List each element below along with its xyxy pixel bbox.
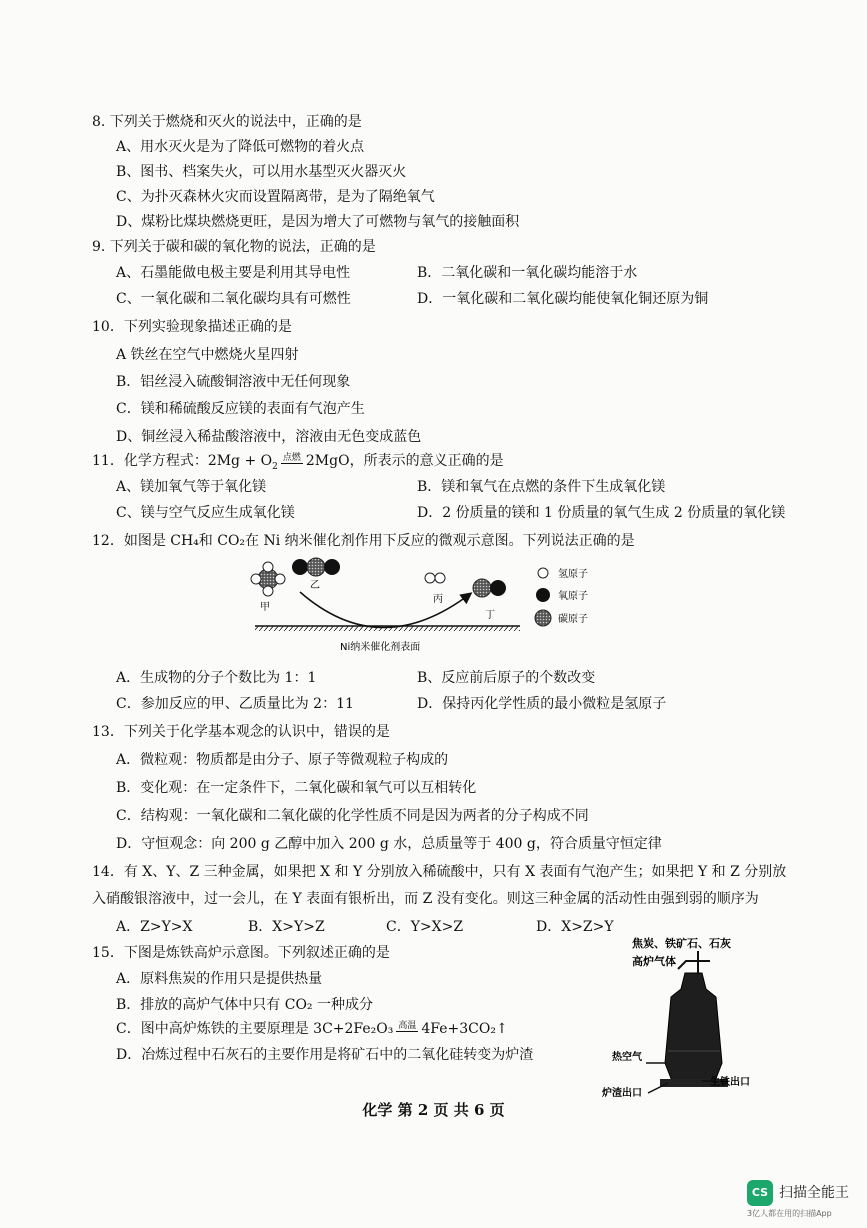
q11-option-b: B．镁和氧气在点燃的条件下生成氧化镁 [417, 479, 666, 495]
iron-outlet-label: 生铁出口 [710, 1077, 750, 1088]
q8-option-a: A、用水灭火是为了降低可燃物的着火点 [116, 139, 365, 155]
q9-option-a: A、石墨能做电极主要是利用其导电性 [116, 265, 351, 281]
catalyst-surface-hatch [255, 626, 520, 631]
q12-option-a: A．生成物的分子个数比为 1：1 [116, 670, 317, 686]
furnace-gas-label: 高炉气体 [632, 955, 676, 968]
label-yi: 乙 [310, 580, 320, 591]
page-footer: 化学 第 2 页 共 6 页 [362, 1101, 505, 1119]
q12-option-b: B、反应前后原子的个数改变 [417, 670, 596, 686]
q11-stem-sub: 2 [272, 461, 278, 472]
q8-option-c: C、为扑灭森林火灾而设置隔离带，是为了隔绝氧气 [116, 189, 435, 205]
label-ding: 丁 [485, 610, 495, 621]
q9-option-b: B．二氧化碳和一氧化碳均能溶于水 [417, 265, 638, 281]
q15-option-c-post: 4Fe+3CO₂↑ [421, 1021, 508, 1037]
q15-option-b: B．排放的高炉气体中只有 CO₂ 一种成分 [116, 997, 373, 1013]
q9-option-d: D．一氧化碳和二氧化碳均能使氧化铜还原为铜 [417, 291, 709, 307]
blast-furnace-diagram [590, 933, 790, 1103]
q13-option-a: A．微粒观：物质都是由分子、原子等微观粒子构成的 [116, 752, 449, 768]
q11-option-a: A、镁加氧气等于氧化镁 [116, 479, 267, 495]
q11-reaction-condition: 点燃 [282, 453, 301, 463]
q15-option-d: D．冶炼过程中石灰石的主要作用是将矿石中的二氧化硅转变为炉渣 [116, 1047, 534, 1063]
watermark-tagline: 3亿人都在用的扫描App [747, 1209, 832, 1218]
q14-line-1: 14．有 X、Y、Z 三种金属，如果把 X 和 Y 分别放入稀硫酸中，只有 X 表面有气泡产生；如果把 Y 和 Z 分别放 [92, 864, 787, 880]
legend-carbon: 碳原子 [558, 614, 588, 625]
slag-outlet-label: 炉渣出口 [602, 1088, 642, 1099]
ch4-molecule [251, 562, 285, 596]
hot-air-label: 热空气 [612, 1052, 642, 1063]
co2-molecule [292, 558, 340, 576]
q15-option-c-pre: C．图中高炉炼铁的主要原理是 3C+2Fe₂O₃ [116, 1021, 394, 1037]
q11-stem-pre: 11．化学方程式：2Mg + O [92, 453, 273, 469]
scanner-watermark [747, 1178, 859, 1222]
slag-outlet-pointer [648, 1083, 668, 1093]
q8-option-d: D、煤粉比煤块燃烧更旺，是因为增大了可燃物与氧气的接触面积 [116, 214, 520, 230]
legend-hydrogen: 氢原子 [558, 569, 588, 580]
q8-stem: 8. 下列关于燃烧和灭火的说法中，正确的是 [92, 114, 362, 130]
furnace-body [665, 973, 722, 1081]
gas-outlet-pipe [678, 961, 710, 969]
q14-line-2: 入硝酸银溶液中，过一会儿，在 Y 表面有银析出，而 Z 没有变化。则这三种金属的活动性由强到弱的顺序为 [92, 891, 759, 907]
q13-option-c: C．结构观：一氧化碳和二氧化碳的化学性质不同是因为两者的分子构成不同 [116, 808, 589, 824]
hydrogen-atom-icon [538, 568, 548, 578]
q10-option-b: B．铝丝浸入硫酸铜溶液中无任何现象 [116, 374, 351, 390]
q14-option-c: C．Y>X>Z [386, 919, 464, 935]
q12-option-c: C．参加反应的甲、乙质量比为 2：11 [116, 696, 354, 712]
q13-option-d: D．守恒观念：向 200 g 乙醇中加入 200 g 水，总质量等于 400 g，符合质量守恒定律 [116, 836, 662, 852]
legend-oxygen: 氧原子 [558, 591, 588, 602]
q13-stem: 13．下列关于化学基本观念的认识中，错误的是 [92, 724, 390, 740]
furnace-feed-label: 焦炭、铁矿石、石灰 [632, 937, 731, 950]
oxygen-atom-icon [536, 588, 550, 602]
label-jia: 甲 [260, 602, 270, 613]
watermark-app-name: 扫描全能王 [779, 1185, 849, 1201]
catalyst-surface-label: Ni纳米催化剂表面 [340, 642, 421, 653]
q14-option-d: D．X>Z>Y [536, 919, 614, 935]
q15-reaction-condition: 高温 [398, 1021, 417, 1031]
q13-option-b: B．变化观：在一定条件下，二氧化碳和氧气可以互相转化 [116, 780, 477, 796]
q10-option-d: D、铜丝浸入稀盐酸溶液中，溶液由无色变成蓝色 [116, 429, 422, 445]
q10-stem: 10．下列实验现象描述正确的是 [92, 319, 292, 335]
q9-option-c: C、一氧化碳和二氧化碳均具有可燃性 [116, 291, 351, 307]
q11-stem [92, 451, 504, 477]
q15-stem: 15．下图是炼铁高炉示意图。下列叙述正确的是 [92, 945, 390, 961]
q11-option-d: D．2 份质量的镁和 1 份质量的氧气生成 2 份质量的氧化镁 [417, 505, 786, 521]
q12-option-d: D．保持丙化学性质的最小微粒是氢原子 [417, 696, 667, 712]
q10-option-a: A 铁丝在空气中燃烧火星四射 [116, 347, 299, 363]
label-bing: 丙 [433, 594, 443, 605]
q11-stem-post: 2MgO，所表示的意义正确的是 [305, 453, 504, 469]
q9-stem: 9. 下列关于碳和碳的氧化物的说法，正确的是 [92, 239, 376, 255]
camscanner-logo-icon: CS [747, 1180, 773, 1206]
q15-option-a: A．原料焦炭的作用只是提供热量 [116, 971, 323, 987]
co-molecule [473, 579, 506, 597]
h2-molecule [425, 573, 445, 583]
q10-option-c: C．镁和稀硫酸反应镁的表面有气泡产生 [116, 401, 365, 417]
q15-option-c [116, 1019, 508, 1039]
q12-stem: 12．如图是 CH₄和 CO₂在 Ni 纳米催化剂作用下反应的微观示意图。下列说法正确的是 [92, 533, 635, 549]
reaction-arrow [300, 592, 470, 628]
carbon-atom-icon [535, 610, 551, 626]
q14-option-a: A．Z>Y>X [116, 919, 193, 935]
reaction-diagram [230, 552, 610, 664]
q8-option-b: B、图书、档案失火，可以用水基型灭火器灭火 [116, 164, 407, 180]
q14-option-b: B．X>Y>Z [248, 919, 325, 935]
q11-option-c: C、镁与空气反应生成氧化镁 [116, 505, 295, 521]
